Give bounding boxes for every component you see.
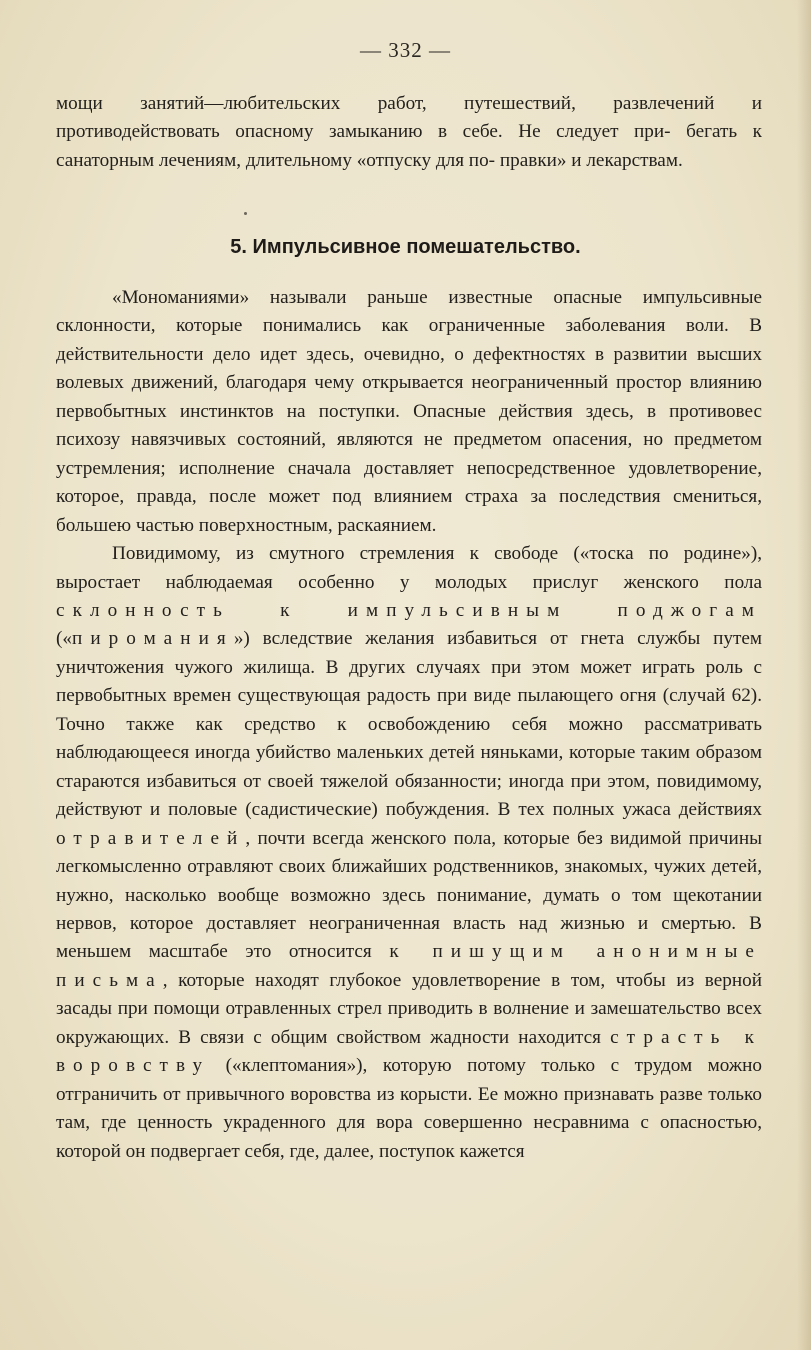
intro-paragraph bbox=[56, 90, 762, 175]
page-number: — 332 — bbox=[360, 38, 451, 62]
section-body bbox=[56, 284, 762, 1166]
spaced-term-poisoners: отравителей bbox=[56, 827, 246, 849]
paragraph-text: (« bbox=[56, 628, 72, 650]
intro-line: мощи занятий—любительских работ, путешествий, развлечений и bbox=[56, 93, 762, 114]
intro-line: правки» и лекарствам. bbox=[499, 149, 683, 171]
ink-speck bbox=[244, 212, 247, 215]
spaced-term-pyromania: пиромания bbox=[71, 628, 234, 650]
paragraph-text: , почти всегда женского пола, которые без видимой причины легкомысленно отравляют своих ближайших родственников, знакомых, чужих детей, нужно, насколько вообще возможно здесь понимание, думать о том щекотании нервов, которое доставляет неограниченная власть над жизнью и смертью. В меньшем масштабе это относится bbox=[56, 827, 762, 963]
spaced-term-anonymous-letters: к пишущим анонимные письма bbox=[56, 941, 762, 991]
spaced-term-theft: страсть к воровству bbox=[56, 1026, 762, 1077]
paragraph-text: ») вследствие желания избавиться от гнета службы путем уничтожения чужого жилища. В других случаях при этом может играть роль с первобытных времен существующая радость при виде пылающего огня (случай 62). Точно также как средство к освобождению себя можно рассматривать наблюдающееся иногда убийство маленьких детей няньками, которые таким образом стараются избавиться от своей тяжелой обязанности; иногда при этом, повидимому, действуют и половые (садистические) побуждения. В тех полных ужаса действиях bbox=[56, 628, 762, 821]
paragraph-monomania: «Мономаниями» называли раньше известные опасные импульсивные склонности, которые понимались как ограниченные заболевания воли. В действительности дело идет здесь, очевидно, о дефектностях в развитии высших волевых движений, благодаря чему открывается неограниченный простор влиянию первобытных инстинктов на поступки. Опасные действия здесь, в противовес психозу навязчивых состояний, являются не предметом опасения, но предметом устремления; исполнение сначала доставляет непосредственное удовлетворение, которое, правда, после может под влиянием страха за последствия смениться, большею частью поверхностным, раскаянием. bbox=[56, 287, 762, 536]
paragraph-text: , которые находят глубокое удовлетворение в том, чтобы из верной засады при помощи отравленных стрел приводить в волнение и замешательство всех окружающих. В связи с общим свойством жадности находится bbox=[56, 969, 762, 1048]
intro-line: противодействовать опасному замыканию в себе. Не следует при- bbox=[56, 121, 671, 143]
paragraph-text: («клептомания»), которую потому только с трудом можно отграничить от привычного воровства из корысти. Ее можно признавать разве только там, где ценность украденного для вора совершенно несравнима с опасностью, которой он подвергает себя, где, далее, поступок кажется bbox=[56, 1055, 762, 1162]
paragraph-impulsive-acts bbox=[56, 540, 762, 1166]
intro-line: бегать к санаторным лечениям, длительному «отпуску для по- bbox=[56, 121, 762, 171]
section-heading: 5. Импульсивное помешательство. bbox=[230, 236, 581, 258]
paragraph-text: Повидимому, из смутного стремления к свободе («тоска по родине»), выростает наблюдаемая особенно у молодых прислуг женского пола bbox=[56, 543, 762, 593]
page-edge-shadow bbox=[797, 0, 811, 1350]
spaced-term-arson: склонность к импульсивным поджогам bbox=[56, 599, 762, 621]
intro-text bbox=[56, 90, 762, 175]
